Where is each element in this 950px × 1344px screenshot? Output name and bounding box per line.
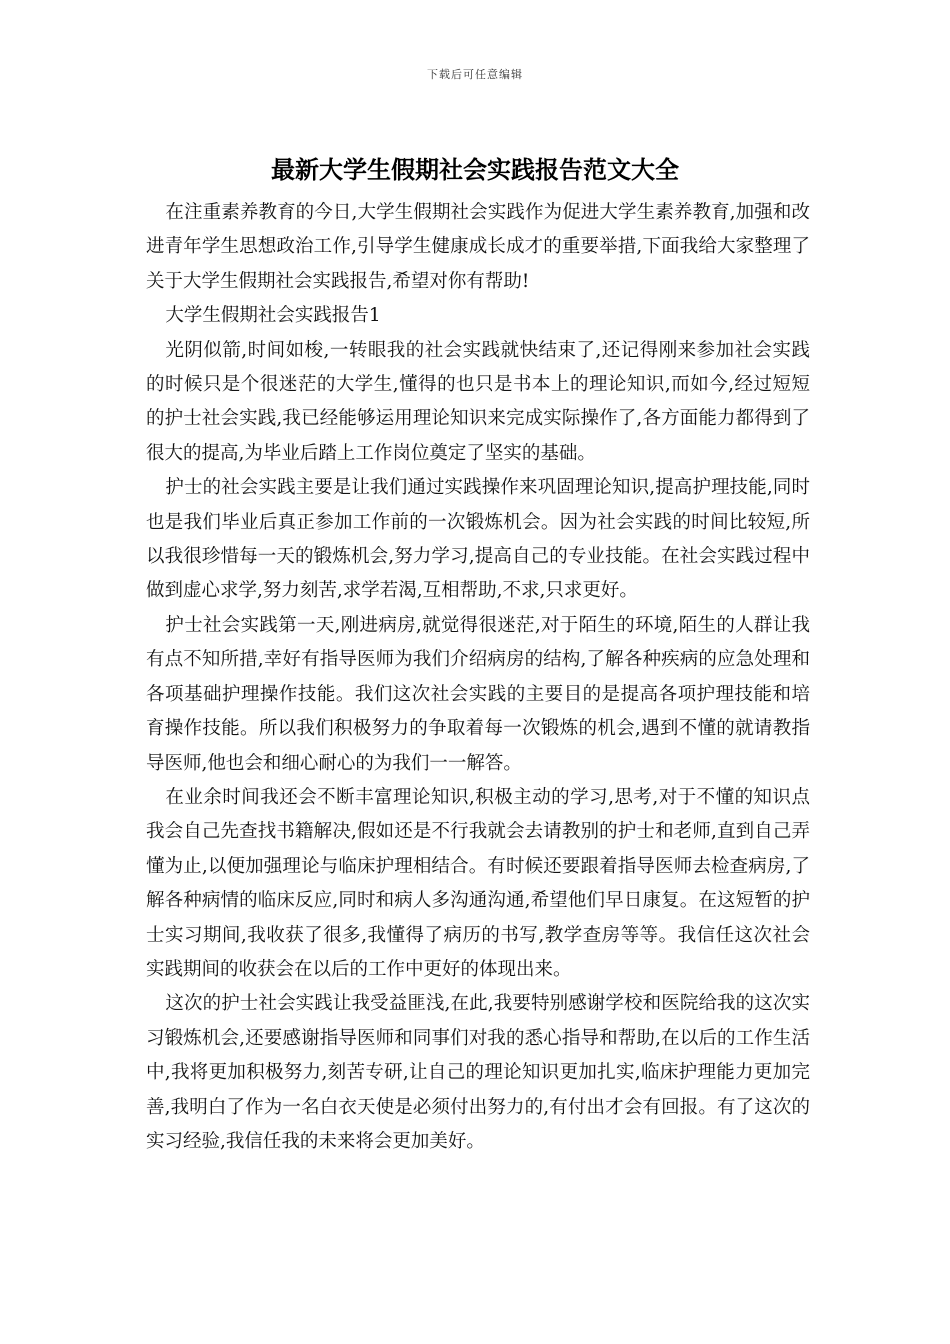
- body-paragraph: 这次的护士社会实践让我受益匪浅,在此,我要特别感谢学校和医院给我的这次实习锻炼机会,还要感谢指导医师和同事们对我的悉心指导和帮助,在以后的工作生活中,我将更加积极努力,刻苦专研,让自己的理论知识更加扎实,临床护理能力更加完善,我明白了作为一名白衣天使是必须付出努力的,有付出才会有回报。有了这次的实习经验,我信任我的未来将会更加美好。: [146, 993, 810, 1152]
- document-body: [146, 196, 810, 1159]
- document-title: 最新大学生假期社会实践报告范文大全: [271, 155, 679, 184]
- section-heading: 大学生假期社会实践报告1: [165, 305, 381, 327]
- body-paragraph: 在业余时间我还会不断丰富理论知识,积极主动的学习,思考,对于不懂的知识点我会自己先查找书籍解决,假如还是不行我就会去请教别的护士和老师,直到自己弄懂为止,以便加强理论与临床护理相结合。有时候还要跟着指导医师去检查病房,了解各种病情的临床反应,同时和病人多沟通沟通,希望他们早日康复。在这短暂的护士实习期间,我收获了很多,我懂得了病历的书写,教学查房等等。我信任这次社会实践期间的收获会在以后的工作中更好的体现出来。: [146, 786, 810, 980]
- body-paragraph: 护士的社会实践主要是让我们通过实践操作来巩固理论知识,提高护理技能,同时也是我们毕业后真正参加工作前的一次锻炼机会。因为社会实践的时间比较短,所以我很珍惜每一天的锻炼机会,努力学习,提高自己的专业技能。在社会实践过程中做到虚心求学,努力刻苦,求学若渴,互相帮助,不求,只求更好。: [146, 477, 810, 602]
- body-paragraph: 护士社会实践第一天,刚进病房,就觉得很迷茫,对于陌生的环境,陌生的人群让我有点不知所措,幸好有指导医师为我们介绍病房的结构,了解各种疾病的应急处理和各项基础护理操作技能。我们这次社会实践的主要目的是提高各项护理技能和培育操作技能。所以我们积极努力的争取着每一次锻炼的机会,遇到不懂的就请教指导医师,他也会和细心耐心的为我们一一解答。: [146, 614, 810, 774]
- intro-paragraph: 在注重素养教育的今日,大学生假期社会实践作为促进大学生素养教育,加强和改进青年学生思想政治工作,引导学生健康成长成才的重要举措,下面我给大家整理了关于大学生假期社会实践报告,希望对你有帮助!: [146, 202, 810, 292]
- header-note: 下载后可任意编辑: [427, 68, 523, 81]
- body-paragraph: 光阴似箭,时间如梭,一转眼我的社会实践就快结束了,还记得刚来参加社会实践的时候只是个很迷茫的大学生,懂得的也只是书本上的理论知识,而如今,经过短短的护士社会实践,我已经能够运用理论知识来完成实际操作了,各方面能力都得到了很大的提高,为毕业后踏上工作岗位奠定了坚实的基础。: [146, 339, 810, 464]
